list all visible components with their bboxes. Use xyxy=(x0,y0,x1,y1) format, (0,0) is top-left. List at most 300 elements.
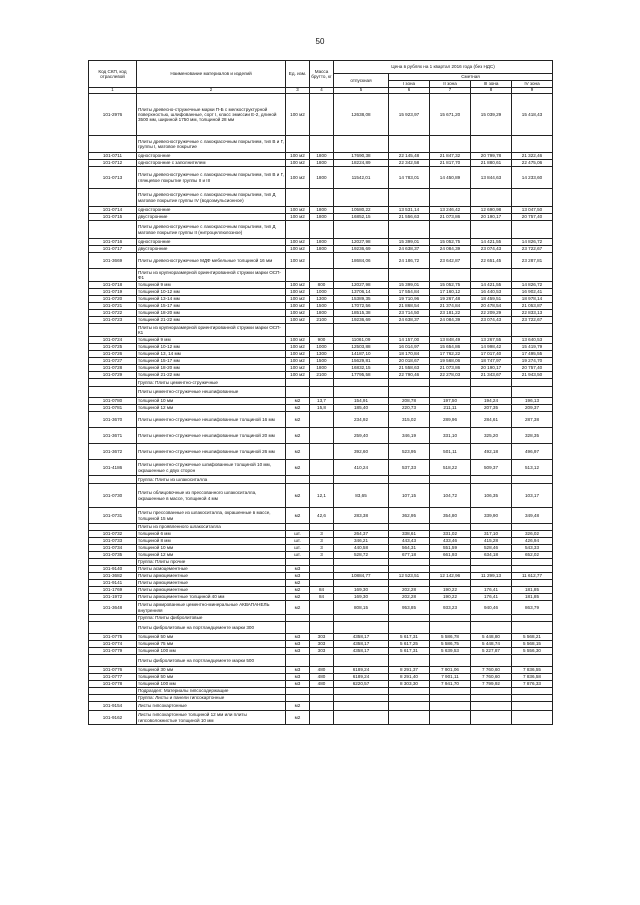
cell-unit: м2 xyxy=(286,444,310,460)
cell-zone2-price: 190,22 xyxy=(430,587,471,594)
cell-zone1-price xyxy=(389,695,430,702)
cell-zone2-price: 331,02 xyxy=(430,531,471,538)
cell-zone4-price: 543,33 xyxy=(512,545,553,552)
cell-zone2-price xyxy=(430,269,471,282)
cell-mass xyxy=(310,444,334,460)
cell-mass xyxy=(310,136,334,153)
cell-zone2-price xyxy=(430,622,471,634)
cell-zone4-price: 20 757,40 xyxy=(512,365,553,372)
cell-name: Плиты цементно-стружечные нешлифованные толщиной 26 мм xyxy=(137,444,286,460)
cell-release-price: 4358,17 xyxy=(334,641,389,648)
cell-zone1-price: 8 303,30 xyxy=(389,681,430,688)
page-number: 50 xyxy=(315,37,325,46)
cell-name: толщиной 100 мм xyxy=(137,681,286,688)
cell-name: толщиной 75 мм xyxy=(137,641,286,648)
header-unit: Ед. изм. xyxy=(286,61,310,88)
cell-zone4-price: 326,02 xyxy=(512,531,553,538)
cell-zone4-price xyxy=(512,221,553,239)
group-row xyxy=(89,379,553,387)
cell-zone1-price xyxy=(389,524,430,531)
cell-code: 101-0721 xyxy=(89,303,137,310)
cell-mass xyxy=(310,688,334,695)
cell-zone3-price: 13 844,63 xyxy=(471,167,512,189)
cell-zone2-price: 21 817,70 xyxy=(430,160,471,167)
cell-mass: 13,7 xyxy=(310,398,334,405)
header-zone1: I зона xyxy=(389,81,430,88)
cell-code xyxy=(89,189,137,207)
table-row xyxy=(89,428,553,444)
cell-zone3-price xyxy=(471,622,512,634)
cell-name: Плиты фибролитовые на портландцементе марки 500 xyxy=(137,655,286,667)
cell-mass xyxy=(310,324,334,337)
cell-zone3-price xyxy=(471,136,512,153)
cell-unit: м2 xyxy=(286,405,310,412)
cell-zone3-price: 325,20 xyxy=(471,428,512,444)
cell-code: 101-0728 xyxy=(89,365,137,372)
cell-unit: шт. xyxy=(286,552,310,559)
cell-zone4-price: 7 876,33 xyxy=(512,681,553,688)
cell-zone4-price: 23 722,67 xyxy=(512,246,553,253)
cell-zone2-price xyxy=(430,580,471,587)
cell-zone2-price: 190,22 xyxy=(430,594,471,601)
table-row xyxy=(89,303,553,310)
cell-code: 101-4186 xyxy=(89,460,137,476)
cell-code: 101-0717 xyxy=(89,246,137,253)
table-row xyxy=(89,365,553,372)
cell-mass: 1300 xyxy=(310,296,334,303)
cell-zone1-price xyxy=(389,189,430,207)
cell-zone2-price: 12 142,96 xyxy=(430,573,471,580)
cell-name: Плиты фибролитовые на портландцементе марки 300 xyxy=(137,622,286,634)
cell-zone2-price: 17 160,12 xyxy=(430,289,471,296)
cell-mass: 303 xyxy=(310,648,334,655)
cell-name: Плиты древесностружечные с лакокрасочным покрытием, тип В и Г, группы I, матовое покрытие xyxy=(137,136,286,153)
cell-zone3-price: 20 190,17 xyxy=(471,365,512,372)
column-number: 2 xyxy=(137,88,286,94)
cell-name: толщиной 10-12 мм xyxy=(137,289,286,296)
cell-zone4-price: 21 322,46 xyxy=(512,153,553,160)
cell-mass xyxy=(310,524,334,531)
cell-zone1-price: 20 018,67 xyxy=(389,358,430,365)
cell-zone4-price: 14 826,72 xyxy=(512,282,553,289)
cell-zone1-price: 346,19 xyxy=(389,428,430,444)
cell-unit xyxy=(286,221,310,239)
cell-unit: 100 м2 xyxy=(286,289,310,296)
cell-code: 101-0715 xyxy=(89,214,137,221)
cell-mass: 1300 xyxy=(310,351,334,358)
table-row xyxy=(89,674,553,681)
cell-zone4-price xyxy=(512,136,553,153)
cell-unit: 100 м2 xyxy=(286,296,310,303)
cell-unit xyxy=(286,387,310,398)
cell-zone3-price: 492,18 xyxy=(471,444,512,460)
cell-name: Плиты асмоцементные xyxy=(137,566,286,573)
cell-name: толщиной 100 мм xyxy=(137,648,286,655)
cell-unit: 100 м2 xyxy=(286,310,310,317)
cell-zone4-price: 181,85 xyxy=(512,587,553,594)
header-release: отпускная xyxy=(334,74,389,88)
group-row xyxy=(89,622,553,634)
cell-mass: 1800 xyxy=(310,167,334,189)
cell-code: 101-0734 xyxy=(89,545,137,552)
table-row xyxy=(89,566,553,573)
cell-unit: шт. xyxy=(286,531,310,538)
cell-zone4-price xyxy=(512,476,553,484)
table-row xyxy=(89,160,553,167)
cell-name: толщиной 30 мм xyxy=(137,667,286,674)
cell-zone4-price: 496,97 xyxy=(512,444,553,460)
cell-zone2-price: 19 568,06 xyxy=(430,358,471,365)
cell-zone4-price: 18 978,14 xyxy=(512,296,553,303)
cell-code: 101-0730 xyxy=(89,484,137,508)
cell-release-price: 6189,24 xyxy=(334,674,389,681)
table-row xyxy=(89,681,553,688)
table-row xyxy=(89,594,553,601)
cell-code: 101-0732 xyxy=(89,531,137,538)
cell-mass: 1000 xyxy=(310,344,334,351)
cell-mass: 480 xyxy=(310,667,334,674)
cell-zone2-price xyxy=(430,688,471,695)
cell-name: Плиты из проявленного шлакоситалла xyxy=(137,524,286,531)
cell-zone2-price: 23 181,22 xyxy=(430,310,471,317)
cell-zone2-price xyxy=(430,702,471,711)
cell-code xyxy=(89,476,137,484)
cell-code: 101-3670 xyxy=(89,412,137,428)
cell-release-price: 4358,17 xyxy=(334,648,389,655)
cell-zone3-price: 176,41 xyxy=(471,594,512,601)
table-row xyxy=(89,601,553,615)
cell-code: 101-0781 xyxy=(89,405,137,412)
cell-zone1-price: 14 783,01 xyxy=(389,167,430,189)
cell-zone3-price: 207,35 xyxy=(471,405,512,412)
cell-zone4-price: 22 475,06 xyxy=(512,160,553,167)
cell-name: толщиной 18-20 мм xyxy=(137,310,286,317)
table-row xyxy=(89,153,553,160)
cell-unit xyxy=(286,269,310,282)
cell-zone2-price: 13 246,42 xyxy=(430,207,471,214)
cell-name: односторонние с заполнителем xyxy=(137,160,286,167)
cell-zone4-price: 181,85 xyxy=(512,594,553,601)
cell-release-price xyxy=(334,324,389,337)
cell-zone2-price: 21 374,84 xyxy=(430,303,471,310)
cell-zone3-price: 528,46 xyxy=(471,545,512,552)
cell-zone4-price: 23 287,81 xyxy=(512,253,553,269)
table-row xyxy=(89,337,553,344)
cell-code: 101-0775 xyxy=(89,634,137,641)
cell-zone4-price xyxy=(512,688,553,695)
cell-zone3-price: 509,37 xyxy=(471,460,512,476)
cell-release-price xyxy=(334,189,389,207)
cell-release-price: 14187,10 xyxy=(334,351,389,358)
cell-zone2-price xyxy=(430,711,471,725)
cell-unit: 100 м2 xyxy=(286,282,310,289)
table-row xyxy=(89,412,553,428)
table-header xyxy=(89,61,553,94)
header-code: Код СКП, код отраслевой xyxy=(89,61,137,88)
cell-zone1-price: 220,73 xyxy=(389,405,430,412)
cell-code: 101-9141 xyxy=(89,580,137,587)
cell-zone2-price: 331,10 xyxy=(430,428,471,444)
cell-zone1-price: 21 868,54 xyxy=(389,303,430,310)
cell-zone4-price: 5 568,21 xyxy=(512,634,553,641)
cell-mass xyxy=(310,387,334,398)
cell-unit: м2 xyxy=(286,587,310,594)
cell-zone4-price: 7 836,55 xyxy=(512,667,553,674)
cell-code xyxy=(89,695,137,702)
table-row xyxy=(89,351,553,358)
cell-unit: м2 xyxy=(286,460,310,476)
cell-code: 101-0723 xyxy=(89,317,137,324)
cell-zone4-price: 13 640,53 xyxy=(512,337,553,344)
cell-unit: 100 м2 xyxy=(286,344,310,351)
header-price-title: Цена в рублях на 1 квартал 2016 года (без НДС) xyxy=(334,61,553,74)
cell-zone3-price xyxy=(471,476,512,484)
cell-code xyxy=(89,688,137,695)
cell-zone3-price: 14 998,42 xyxy=(471,344,512,351)
cell-zone2-price: 104,72 xyxy=(430,484,471,508)
cell-unit: м2 xyxy=(286,484,310,508)
cell-release-price xyxy=(334,695,389,702)
cell-unit: шт. xyxy=(286,545,310,552)
group-row xyxy=(89,695,553,702)
cell-name: Листы гипсокартонные xyxy=(137,702,286,711)
cell-unit: 100 м2 xyxy=(286,337,310,344)
cell-zone1-price xyxy=(389,136,430,153)
cell-name: Группа: Плиты из шлакоситалла xyxy=(137,476,286,484)
cell-mass: 1800 xyxy=(310,207,334,214)
cell-release-price xyxy=(334,559,389,566)
header-mass: Масса брутто, кг xyxy=(310,61,334,88)
cell-zone3-price: 14 421,55 xyxy=(471,239,512,246)
cell-zone4-price: 21 943,50 xyxy=(512,372,553,379)
cell-zone2-price xyxy=(430,221,471,239)
cell-code xyxy=(89,655,137,667)
cell-name: толщиной 15-17 мм xyxy=(137,303,286,310)
header-zone3: III зона xyxy=(471,81,512,88)
cell-mass xyxy=(310,94,334,136)
cell-zone3-price xyxy=(471,189,512,207)
group-row xyxy=(89,189,553,207)
cell-zone1-price: 21 558,63 xyxy=(389,365,430,372)
cell-zone4-price: 7 836,58 xyxy=(512,674,553,681)
cell-name: толщиной 12 мм xyxy=(137,405,286,412)
cell-release-price: 19236,69 xyxy=(334,246,389,253)
cell-mass xyxy=(310,711,334,725)
cell-code xyxy=(89,269,137,282)
cell-zone4-price: 16 902,41 xyxy=(512,289,553,296)
cell-code: 101-0724 xyxy=(89,337,137,344)
cell-mass xyxy=(310,559,334,566)
cell-zone1-price xyxy=(389,269,430,282)
cell-code: 101-1972 xyxy=(89,594,137,601)
cell-zone1-price xyxy=(389,221,430,239)
cell-mass: 1500 xyxy=(310,303,334,310)
cell-name: Группа: Плиты прочие xyxy=(137,559,286,566)
cell-name: Плиты из крупноразмерной ориентированной стружки марки ОСП-Ф1 xyxy=(137,269,286,282)
cell-unit xyxy=(286,324,310,337)
cell-zone1-price: 107,15 xyxy=(389,484,430,508)
cell-release-price: 259,40 xyxy=(334,428,389,444)
cell-name: Плиты армоцементные xyxy=(137,573,286,580)
cell-zone4-price: 426,94 xyxy=(512,538,553,545)
cell-zone2-price: 22 278,03 xyxy=(430,372,471,379)
cell-code xyxy=(89,615,137,622)
group-row xyxy=(89,269,553,282)
cell-zone2-price: 24 084,39 xyxy=(430,317,471,324)
cell-zone2-price xyxy=(430,566,471,573)
cell-name: толщиной 9 мм xyxy=(137,337,286,344)
cell-zone3-price: 339,90 xyxy=(471,508,512,524)
cell-zone3-price xyxy=(471,221,512,239)
cell-name: толщиной 12 мм xyxy=(137,552,286,559)
cell-zone4-price: 21 053,87 xyxy=(512,303,553,310)
cell-zone4-price: 349,48 xyxy=(512,508,553,524)
cell-unit: шт. xyxy=(286,538,310,545)
cell-mass xyxy=(310,221,334,239)
group-row xyxy=(89,615,553,622)
cell-zone3-price: 20 799,78 xyxy=(471,153,512,160)
cell-unit: 100 м2 xyxy=(286,214,310,221)
cell-release-price: 4358,17 xyxy=(334,634,389,641)
cell-mass: 3 xyxy=(310,531,334,538)
cell-name: Листы гипсокартонные толщиной 12 мм или плиты гипсоволокнистые толщиной 10 мм xyxy=(137,711,286,725)
cell-release-price xyxy=(334,136,389,153)
cell-name: Плиты древесностружечные с лакокрасочным покрытием, тип Д матовое покрытие группы II (нитроцеллюлозное) xyxy=(137,221,286,239)
cell-release-price xyxy=(334,269,389,282)
cell-name: Плиты древесно-стружечные марки П-Б с мелкоструктурной поверхностью, шлифованные, сорт I, класс эмиссии Е-2, длиной 3500 мм, шириной 1750 мм, толщиной 28 мм xyxy=(137,94,286,136)
cell-name: толщиной 18-20 мм xyxy=(137,365,286,372)
cell-code: 101-0776 xyxy=(89,667,137,674)
cell-zone1-price: 677,18 xyxy=(389,552,430,559)
cell-zone1-price xyxy=(389,580,430,587)
cell-zone2-price: 5 586,75 xyxy=(430,641,471,648)
table-row xyxy=(89,317,553,324)
group-row xyxy=(89,688,553,695)
cell-unit xyxy=(286,524,310,531)
cell-zone2-price: 15 654,86 xyxy=(430,344,471,351)
cell-code: 101-3669 xyxy=(89,253,137,269)
cell-release-price: 11061,09 xyxy=(334,337,389,344)
cell-name: Плиты цементно-стружечные шлифованные толщиной 10 мм, окрашенные с двух сторон xyxy=(137,460,286,476)
cell-name: Плиты цементно-стружечные нешлифованные толщиной 16 мм xyxy=(137,412,286,428)
cell-unit: 100 м2 xyxy=(286,160,310,167)
cell-mass: 15,8 xyxy=(310,405,334,412)
cell-zone1-price: 8 291,40 xyxy=(389,674,430,681)
cell-mass: 2100 xyxy=(310,372,334,379)
cell-code: 101-9140 xyxy=(89,566,137,573)
cell-name: толщиной 10 мм xyxy=(137,545,286,552)
cell-zone3-price xyxy=(471,711,512,725)
cell-code: 101-3648 xyxy=(89,601,137,615)
cell-code: 101-0713 xyxy=(89,167,137,189)
cell-zone1-price: 22 790,46 xyxy=(389,372,430,379)
cell-name: Плиты цементно-стружечные нешлифованные xyxy=(137,387,286,398)
cell-code xyxy=(89,387,137,398)
cell-release-price: 12638,08 xyxy=(334,94,389,136)
cell-release-price: 11542,01 xyxy=(334,167,389,189)
cell-zone4-price xyxy=(512,702,553,711)
cell-unit: м3 xyxy=(286,641,310,648)
column-number: 6 xyxy=(389,88,430,94)
cell-zone2-price: 518,22 xyxy=(430,460,471,476)
cell-zone1-price xyxy=(389,559,430,566)
cell-mass: 1000 xyxy=(310,289,334,296)
cell-unit xyxy=(286,476,310,484)
cell-zone1-price: 22 145,48 xyxy=(389,153,430,160)
cell-mass xyxy=(310,253,334,269)
cell-unit: 100 м2 xyxy=(286,94,310,136)
cell-zone2-price xyxy=(430,387,471,398)
cell-zone4-price: 513,12 xyxy=(512,460,553,476)
cell-zone2-price: 13 848,49 xyxy=(430,337,471,344)
cell-name: двусторонние xyxy=(137,214,286,221)
cell-mass xyxy=(310,476,334,484)
cell-code: 101-0727 xyxy=(89,358,137,365)
cell-release-price: 19236,69 xyxy=(334,317,389,324)
cell-name: Плиты армоцементные xyxy=(137,580,286,587)
cell-name: толщиной 15-17 мм xyxy=(137,358,286,365)
cell-zone2-price: 15 052,75 xyxy=(430,282,471,289)
table-row xyxy=(89,702,553,711)
cell-zone3-price xyxy=(471,324,512,337)
table-row xyxy=(89,289,553,296)
cell-mass: 480 xyxy=(310,681,334,688)
cell-unit: м2 xyxy=(286,412,310,428)
cell-zone1-price: 362,95 xyxy=(389,508,430,524)
cell-zone2-price: 15 052,75 xyxy=(430,239,471,246)
table-row xyxy=(89,460,553,476)
cell-release-price: 808,15 xyxy=(334,601,389,615)
cell-mass: 1800 xyxy=(310,239,334,246)
cell-zone1-price: 18 170,84 xyxy=(389,351,430,358)
cell-unit: м3 xyxy=(286,573,310,580)
cell-zone3-price: 18 459,51 xyxy=(471,296,512,303)
cell-release-price xyxy=(334,615,389,622)
cell-mass: 42,6 xyxy=(310,508,334,524)
cell-zone1-price xyxy=(389,615,430,622)
cell-zone3-price: 7 760,60 xyxy=(471,674,512,681)
cell-zone4-price: 652,02 xyxy=(512,552,553,559)
column-number: 9 xyxy=(512,88,553,94)
cell-release-price: 17072,56 xyxy=(334,303,389,310)
cell-name: двусторонние xyxy=(137,246,286,253)
cell-unit: м2 xyxy=(286,702,310,711)
cell-mass xyxy=(310,702,334,711)
cell-zone3-price: 317,10 xyxy=(471,531,512,538)
cell-code xyxy=(89,136,137,153)
cell-zone4-price: 15 419,79 xyxy=(512,344,553,351)
cell-name: Плиты древесностружечные с лакокрасочным покрытием, тип Д матовое покрытие группы IV (водоэмульсионное) xyxy=(137,189,286,207)
cell-mass: 303 xyxy=(310,634,334,641)
cell-zone1-price xyxy=(389,324,430,337)
cell-mass: 1500 xyxy=(310,358,334,365)
cell-release-price: 13706,14 xyxy=(334,289,389,296)
cell-unit: 100 м2 xyxy=(286,303,310,310)
cell-zone1-price xyxy=(389,622,430,634)
cell-mass xyxy=(310,460,334,476)
cell-zone1-price: 202,28 xyxy=(389,594,430,601)
cell-zone3-price: 15 039,29 xyxy=(471,94,512,136)
cell-code: 101-9154 xyxy=(89,702,137,711)
cell-release-price: 15629,81 xyxy=(334,358,389,365)
cell-zone4-price xyxy=(512,269,553,282)
cell-zone3-price: 12 690,98 xyxy=(471,207,512,214)
table-row xyxy=(89,484,553,508)
cell-zone3-price: 23 074,43 xyxy=(471,246,512,253)
cell-unit: м2 xyxy=(286,508,310,524)
cell-zone4-price: 17 495,55 xyxy=(512,351,553,358)
cell-code: 101-9162 xyxy=(89,711,137,725)
